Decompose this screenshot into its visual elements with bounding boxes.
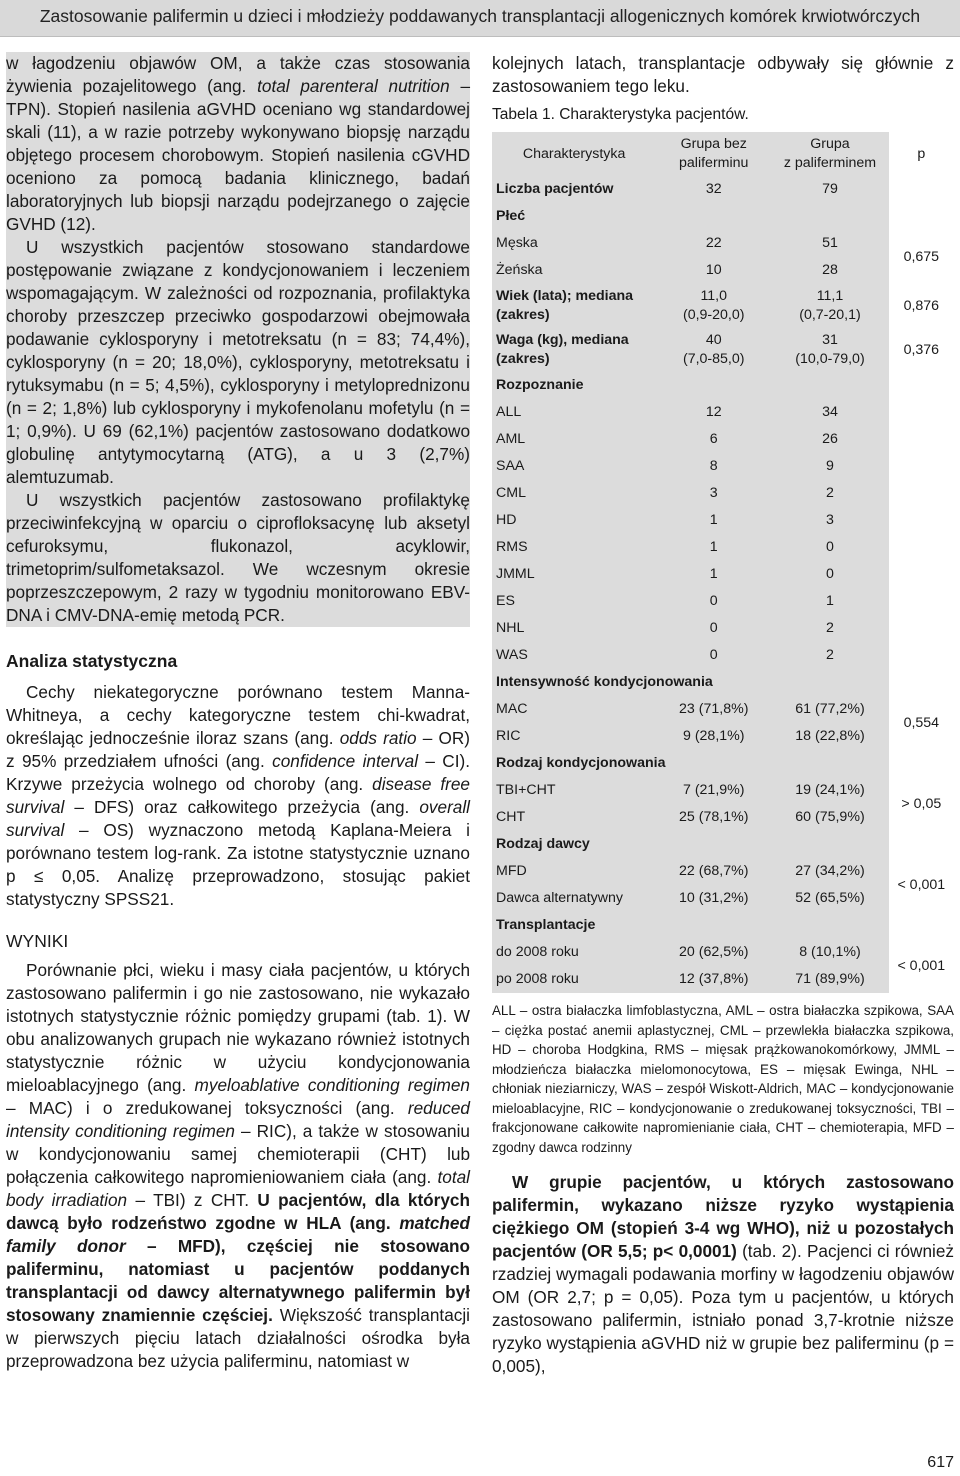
table-row: SAA 8 9	[492, 453, 954, 480]
right-column	[492, 52, 954, 1378]
table-group-row: Rodzaj dawcy	[492, 831, 954, 858]
table-row: WAS 0 2	[492, 642, 954, 669]
p-value: 0,876	[889, 284, 954, 328]
table-group-row: Intensywność kondycjonowania	[492, 669, 954, 696]
running-title: Zastosowanie palifermin u dzieci i młodzieży poddawanych transplantacji allogenicznych komórek krwiotwórczych	[39, 6, 921, 26]
section-heading-statistics: Analiza statystyczna	[6, 651, 178, 671]
header-group-palifermin: Grupa z paliferminem	[771, 132, 888, 176]
table-row: JMML 1 0	[492, 561, 954, 588]
p-value: 0,675	[889, 230, 954, 284]
table-row: do 2008 roku 20 (62,5%) 8 (10,1%) < 0,001	[492, 939, 954, 966]
table-row: MAC 23 (71,8%) 61 (77,2%) 0,554	[492, 696, 954, 723]
table-row: Żeńska 10 28	[492, 257, 954, 284]
paragraph-assessment: w łagodzeniu objawów OM, a także czas stosowania żywienia pozajelitowego (ang. total parenteral nutrition – TPN). Stopień nasilenia aGVHD oceniano wg standardowej skali (11), a w razie potrzeby wykonywano biopsję narządu objętego procesem chorobowym. Stopień nasilenia cGVHD oceniono za pomocą badania klinicznego, badań laboratoryjnych lub biopsji narządu podejrzanego o zajęcie GVHD (12).	[6, 53, 470, 234]
paragraph-prophylaxis: U wszystkich pacjentów zastosowano profilaktykę przeciwinfekcyjną w oparciu o ciprofloksacynę lub aksetyl cefuroksymu, flukonazol, acyklowir, trimetoprim/sulfometaksazol. We wczesnym okresie poprzeszczepowym, 2 razy w tygodniu monitorowano EBV-DNA i CMV-DNA-emię metodą PCR.	[6, 490, 470, 625]
table-caption: Tabela 1. Charakterystyka pacjentów.	[492, 106, 749, 123]
table-group-row: Transplantacje	[492, 912, 954, 939]
table-row: NHL 0 2	[492, 615, 954, 642]
left-column	[6, 52, 470, 1373]
table-row: po 2008 roku 12 (37,8%) 71 (89,9%)	[492, 966, 954, 993]
p-value: 0,554	[889, 696, 954, 750]
header-characteristic: Charakterystyka	[492, 132, 656, 176]
table-header-row	[492, 132, 954, 176]
table-row: Liczba pacjentów 32 79	[492, 176, 954, 203]
paragraph-results-continued: W grupie pacjentów, u których zastosowano palifermin, wykazano niższe ryzyko wystąpienia ciężkiego OM (stopień 3-4 wg WHO), niż u pozostałych pacjentów (OR 5,5; p< 0,0001) (tab. 2). Pacjenci ci również rzadziej wymagali podawania morfiny w łagodzeniu objawów OM (OR 2,7; p = 0,05). Poza tym u pacjentów, u których zastosowano palifermin, istniało ponad 3,7-krotnie niższe ryzyko wystąpienia aGVHD niż w grupie bez paliferminu (p = 0,005),	[492, 1172, 954, 1376]
table-row: MFD 22 (68,7%) 27 (34,2%) < 0,001	[492, 858, 954, 885]
shaded-methods-block	[6, 52, 470, 627]
table-row: TBI+CHT 7 (21,9%) 19 (24,1%) > 0,05	[492, 777, 954, 804]
table-row: Dawca alternatywny 10 (31,2%) 52 (65,5%)	[492, 885, 954, 912]
table-row: Męska 22 51 0,675	[492, 230, 954, 257]
patient-characteristics-table	[492, 132, 954, 993]
paragraph-supportive-care: U wszystkich pacjentów stosowano standardowe postępowanie związane z kondycjonowaniem i leczeniem wspomagającym. W zależności od rozpoznania, profilaktyka choroby przeszczep przeciwko gospodarzowi obejmowała podawanie cyklosporyny i metotreksatu (n = 83; 74,4%), cyklosporyny (n = 20; 18,0%), cyklosporyny, metotreksatu i rytuksymabu (n = 5; 4,5%), cyklosporyny i metyloprednizonu (n = 2; 1,8%) lub cyklosporyny i mykofenolanu mofetylu (n = 1; 0,9%). U 69 (62,1%) pacjentów zastosowano dodatkowo globulinę antytymocytarną (ATG), a u 3 (2,7%) alemtuzumab.	[6, 237, 470, 487]
paragraph-intro: kolejnych latach, transplantacje odbywały się głównie z zastosowaniem tego leku.	[492, 53, 954, 96]
table-row: CML 3 2	[492, 480, 954, 507]
p-value: 0,376	[889, 328, 954, 372]
table-row: ALL 12 34	[492, 399, 954, 426]
table-row: ES 0 1	[492, 588, 954, 615]
table-group-row: Rodzaj kondycjonowania	[492, 750, 954, 777]
table-row: Wiek (lata); mediana (zakres) 11,0 (0,9-20,0) 11,1 (0,7-20,1) 0,876	[492, 284, 954, 328]
p-value: > 0,05	[889, 777, 954, 831]
table-row: HD 1 3	[492, 507, 954, 534]
p-value: < 0,001	[889, 939, 954, 993]
table-group-row: Rozpoznanie	[492, 372, 954, 399]
table-row: RMS 1 0	[492, 534, 954, 561]
table-row: RIC 9 (28,1%) 18 (22,8%)	[492, 723, 954, 750]
paragraph-results: Porównanie płci, wieku i masy ciała pacjentów, u których zastosowano palifermin i go nie zastosowano, nie wykazało istotnych statystycznie różnic pomiędzy grupami (tab. 1). W obu analizowanych grupach nie wykazano również istotnych statystycznie różnic w użyciu kondycjonowania mieloablacyjnego (ang. myeloablative conditioning regimen – MAC) i o zredukowanej toksyczności (ang. reduced intensity conditioning regimen – RIC), a także w stosowaniu w kondycjonowaniu samej chemioterapii (CHT) lub połączenia całkowitego napromieniowaniem ciała (ang. total body irradiation – TBI) z CHT. U pacjentów, dla których dawcą było rodzeństwo zgodne w HLA (ang. matched family donor – MFD), częściej nie stosowano paliferminu, natomiast u pacjentów poddanych transplantacji od dawcy alternatywnego palifermin był stosowany znamiennie częściej. Większość transplantacji w pierwszych pięciu latach działalności ośrodka była przeprowadzona bez użycia paliferminu, natomiast w	[6, 960, 471, 1371]
p-value: < 0,001	[889, 858, 954, 912]
running-header	[0, 0, 960, 37]
header-p: p	[889, 132, 954, 176]
table-legend: ALL – ostra białaczka limfoblastyczna, AML – ostra białaczka szpikowa, SAA – ciężka postać anemii aplastycznej, CML – przewlekła białaczka szpikowa, HD – choroba Hodgkina, RMS – mięsak prążkowanokomórkowy, JMML – młodzieńcza białaczka mielomonocytowa, ES – mięsak Ewinga, NHL – chłoniak nieziarniczy, WAS – zespół Wiskott-Aldrich, MAC – kondycjonowanie mieloablacyjne, RIC – kondycjonowanie o zredukowanej toksyczności, TBI – frakcjonowane całkowite napromienianie ciała, CHT – chemioterapia, MFD – zgodny dawca rodzinny	[492, 1003, 954, 1155]
paragraph-statistics: Cechy niekategoryczne porównano testem Manna-Whitneya, a cechy kategoryczne testem chi-kwadrat, określając jednocześnie iloraz szans (ang. odds ratio – OR) z 95% przedziałem ufności (ang. confidence interval – CI). Krzywe przeżycia wolnego od choroby (ang. disease free survival – DFS) oraz całkowitego przeżycia (ang. overall survival – OS) wyznaczono metodą Kaplana-Meiera i porównano testem log-rank. Za istotne statystycznie uznano p ≤ 0,05. Analizę przeprowadzono, stosując pakiet statystyczny SPSS21.	[6, 682, 470, 909]
section-heading-results: WYNIKI	[6, 931, 69, 951]
page-number: 617	[927, 1454, 954, 1471]
table-group-row: Płeć	[492, 203, 954, 230]
table-row: AML 6 26	[492, 426, 954, 453]
diagnosis-rows	[492, 399, 954, 669]
table-row: CHT 25 (78,1%) 60 (75,9%)	[492, 804, 954, 831]
table-row: Waga (kg), mediana (zakres) 40 (7,0-85,0) 31 (10,0-79,0) 0,376	[492, 328, 954, 372]
header-group-no-palifermin: Grupa bez paliferminu	[656, 132, 771, 176]
